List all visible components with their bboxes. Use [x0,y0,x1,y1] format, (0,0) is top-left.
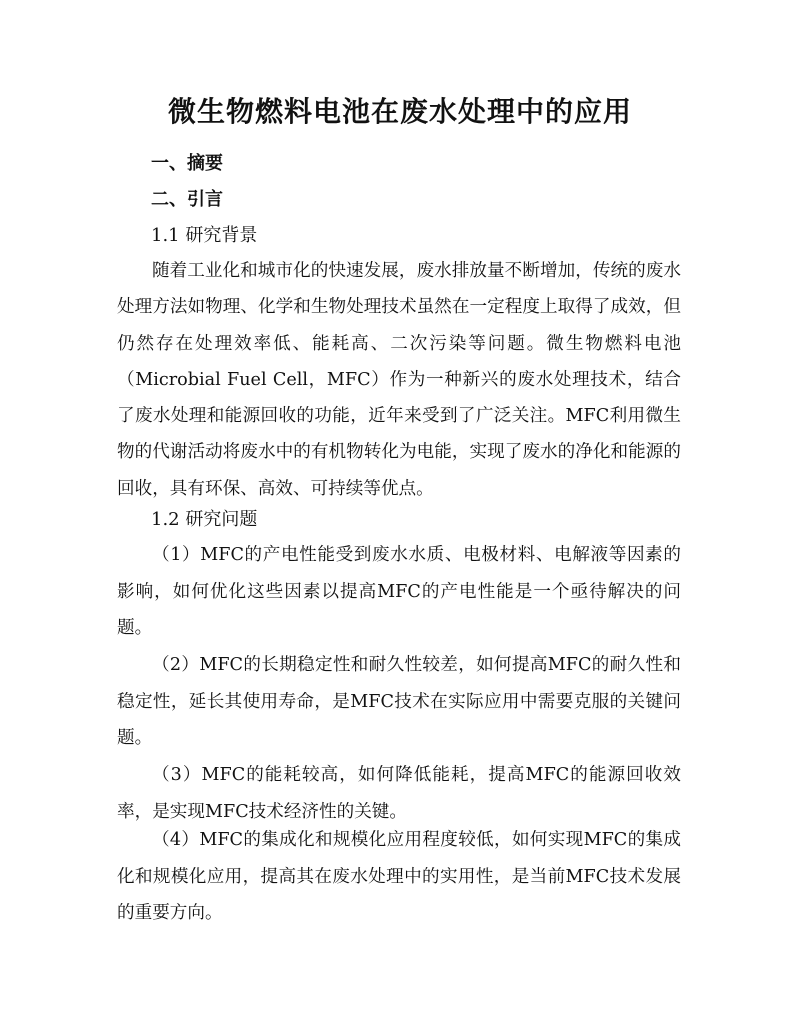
section-heading-introduction: 二、引言 [151,189,223,210]
subsection-heading-background: 1.1 研究背景 [151,225,258,246]
subsection-heading-problems: 1.2 研究问题 [151,509,258,530]
problem-item-3: （3）MFC的能耗较高，如何降低能耗，提高MFC的能源回收效率，是实现MFC技术经济性的关键。 [117,765,681,822]
problem-item-4: （4）MFC的集成化和规模化应用程度较低，如何实现MFC的集成化和规模化应用，提高其在废水处理中的实用性，是当前MFC技术发展的重要方向。 [117,830,681,923]
problem-item-1: （1）MFC的产电性能受到废水水质、电极材料、电解液等因素的影响，如何优化这些因素以提高MFC的产电性能是一个亟待解决的问题。 [117,545,681,638]
problem-item-2: （2）MFC的长期稳定性和耐久性较差，如何提高MFC的耐久性和稳定性，延长其使用寿命，是MFC技术在实际应用中需要克服的关键问题。 [117,655,681,748]
paragraph-background: 随着工业化和城市化的快速发展，废水排放量不断增加，传统的废水处理方法如物理、化学和生物处理技术虽然在一定程度上取得了成效，但仍然存在处理效率低、能耗高、二次污染等问题。微生物燃料电池（Microbial Fuel Cell，MFC）作为一种新兴的废水处理技术，结合了废水处理和能源回收的功能，近年来受到了广泛关注。MFC利用微生物的代谢活动将废水中的有机物转化为电能，实现了废水的净化和能源的回收，具有环保、高效、可持续等优点。 [117,261,681,499]
section-heading-abstract: 一、摘要 [151,153,223,174]
page-title: 微生物燃料电池在废水处理中的应用 [167,95,632,128]
